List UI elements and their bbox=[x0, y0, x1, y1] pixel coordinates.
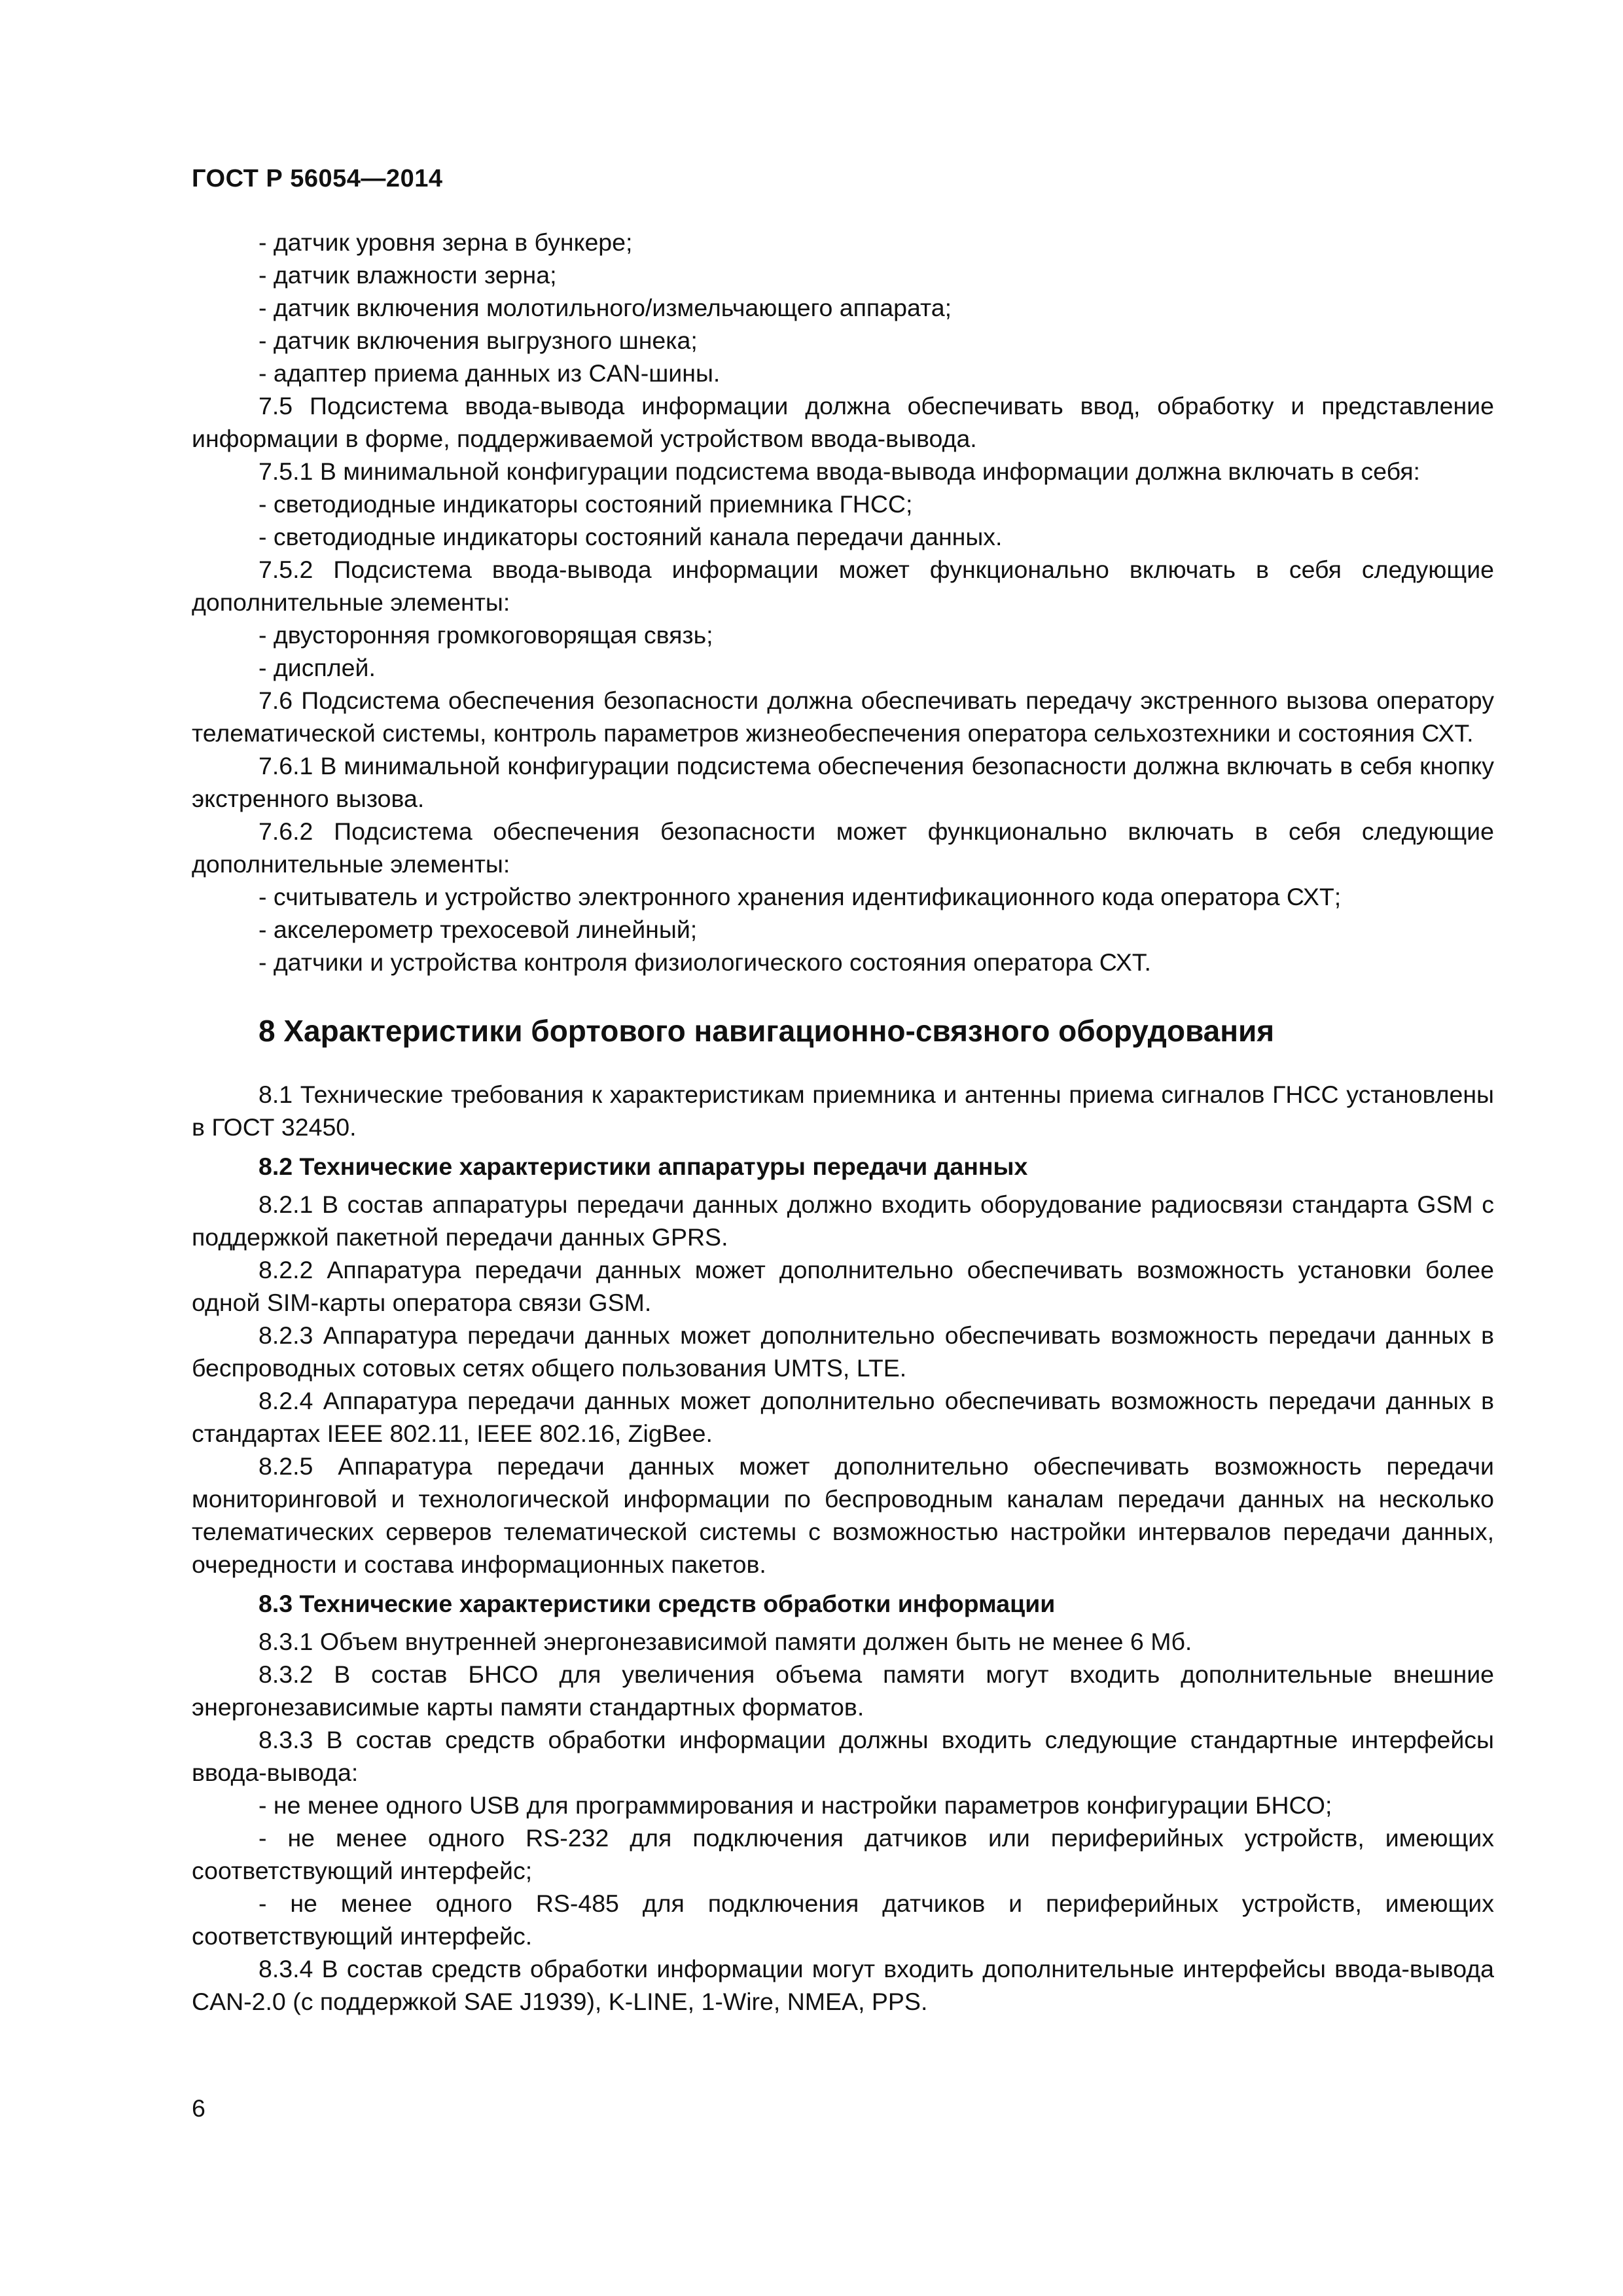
paragraph-7-6-2: 7.6.2 Подсистема обеспечения безопасности может функционально включать в себя следующие дополнительные элементы: bbox=[192, 817, 1494, 878]
list-item: - дисплей. bbox=[259, 654, 376, 681]
list-item: - светодиодные индикаторы состояний канала передачи данных. bbox=[259, 523, 1003, 550]
list-item: - двусторонняя громкоговорящая связь; bbox=[259, 621, 713, 649]
list-item: - датчики и устройства контроля физиологического состояния оператора СХТ. bbox=[259, 948, 1151, 976]
paragraph-7-5-2: 7.5.2 Подсистема ввода-вывода информации может функционально включать в себя следующие дополнительные элементы: bbox=[192, 556, 1494, 616]
list-item: - светодиодные индикаторы состояний приемника ГНСС; bbox=[259, 490, 913, 518]
paragraph-8-2-1: 8.2.1 В состав аппаратуры передачи данных должно входить оборудование радиосвязи стандарта GSM с поддержкой пакетной передачи данных GPRS. bbox=[192, 1191, 1494, 1251]
paragraph-8-2-4: 8.2.4 Аппаратура передачи данных может дополнительно обеспечивать возможность передачи данных в стандартах IEEE 802.11, IEEE 802.16, ZigBee. bbox=[192, 1387, 1494, 1447]
paragraph-8-2-3: 8.2.3 Аппаратура передачи данных может дополнительно обеспечивать возможность передачи данных в беспроводных сотовых сетях общего пользования UMTS, LTE. bbox=[192, 1321, 1494, 1382]
list-item: - датчик уровня зерна в бункере; bbox=[259, 228, 633, 256]
list-item: - датчик влажности зерна; bbox=[259, 261, 557, 289]
document-body bbox=[192, 226, 1494, 2018]
list-item: - датчик включения молотильного/измельчающего аппарата; bbox=[259, 294, 952, 321]
paragraph-7-5: 7.5 Подсистема ввода-вывода информации должна обеспечивать ввод, обработку и представление информации в форме, поддерживаемой устройством ввода-вывода. bbox=[192, 392, 1494, 452]
paragraph-8-3-2: 8.3.2 В состав БНСО для увеличения объема памяти могут входить дополнительные внешние энергонезависимые карты памяти стандартных форматов. bbox=[192, 1660, 1494, 1721]
paragraph-8-3-4: 8.3.4 В состав средств обработки информации могут входить дополнительные интерфейсы ввода-вывода CAN-2.0 (с поддержкой SAE J1939), K-LINE, 1-Wire, NMEA, PPS. bbox=[192, 1955, 1494, 2015]
list-item: - не менее одного USB для программирования и настройки параметров конфигурации БНСО; bbox=[259, 1791, 1332, 1819]
subsection-8-3-title: 8.3 Технические характеристики средств обработки информации bbox=[259, 1590, 1056, 1617]
document-header: ГОСТ Р 56054—2014 bbox=[192, 165, 443, 192]
paragraph-8-3-3: 8.3.3 В состав средств обработки информации должны входить следующие стандартные интерфейсы ввода-вывода: bbox=[192, 1726, 1494, 1786]
section-8-title: 8 Характеристики бортового навигационно-связного оборудования bbox=[259, 1014, 1275, 1048]
paragraph-8-1: 8.1 Технические требования к характеристикам приемника и антенны приема сигналов ГНСС установлены в ГОСТ 32450. bbox=[192, 1081, 1494, 1141]
paragraph-7-5-1: 7.5.1 В минимальной конфигурации подсистема ввода-вывода информации должна включать в себя: bbox=[259, 457, 1420, 485]
paragraph-7-6: 7.6 Подсистема обеспечения безопасности должна обеспечивать передачу экстренного вызова оператору телематической системы, контроль параметров жизнеобеспечения оператора сельхозтехники и состояния СХТ. bbox=[192, 687, 1494, 747]
list-item: - считыватель и устройство электронного хранения идентификационного кода оператора СХТ; bbox=[259, 883, 1342, 910]
list-item: - датчик включения выгрузного шнека; bbox=[259, 327, 698, 354]
subsection-8-2-title: 8.2 Технические характеристики аппаратуры передачи данных bbox=[259, 1153, 1028, 1180]
list-item: - адаптер приема данных из CAN-шины. bbox=[259, 359, 721, 387]
page-number: 6 bbox=[192, 2094, 205, 2122]
list-item: - не менее одного RS-485 для подключения датчиков и периферийных устройств, имеющих соответствующий интерфейс. bbox=[192, 1890, 1494, 1950]
paragraph-7-6-1: 7.6.1 В минимальной конфигурации подсистема обеспечения безопасности должна включать в себя кнопку экстренного вызова. bbox=[192, 752, 1494, 812]
paragraph-8-3-1: 8.3.1 Объем внутренней энергонезависимой памяти должен быть не менее 6 Мб. bbox=[259, 1628, 1192, 1655]
paragraph-8-2-5: 8.2.5 Аппаратура передачи данных может дополнительно обеспечивать возможность передачи мониторинговой и технологической информации по беспроводным каналам передачи данных на несколько телематических серверов телематической системы с возможностью настройки интервалов передачи данных, очередности и состава информационных пакетов. bbox=[192, 1452, 1494, 1578]
list-item: - не менее одного RS-232 для подключения датчиков или периферийных устройств, имеющих соответствующий интерфейс; bbox=[192, 1824, 1494, 1884]
list-item: - акселерометр трехосевой линейный; bbox=[259, 916, 698, 943]
paragraph-8-2-2: 8.2.2 Аппаратура передачи данных может дополнительно обеспечивать возможность установки более одной SIM-карты оператора связи GSM. bbox=[192, 1256, 1494, 1316]
